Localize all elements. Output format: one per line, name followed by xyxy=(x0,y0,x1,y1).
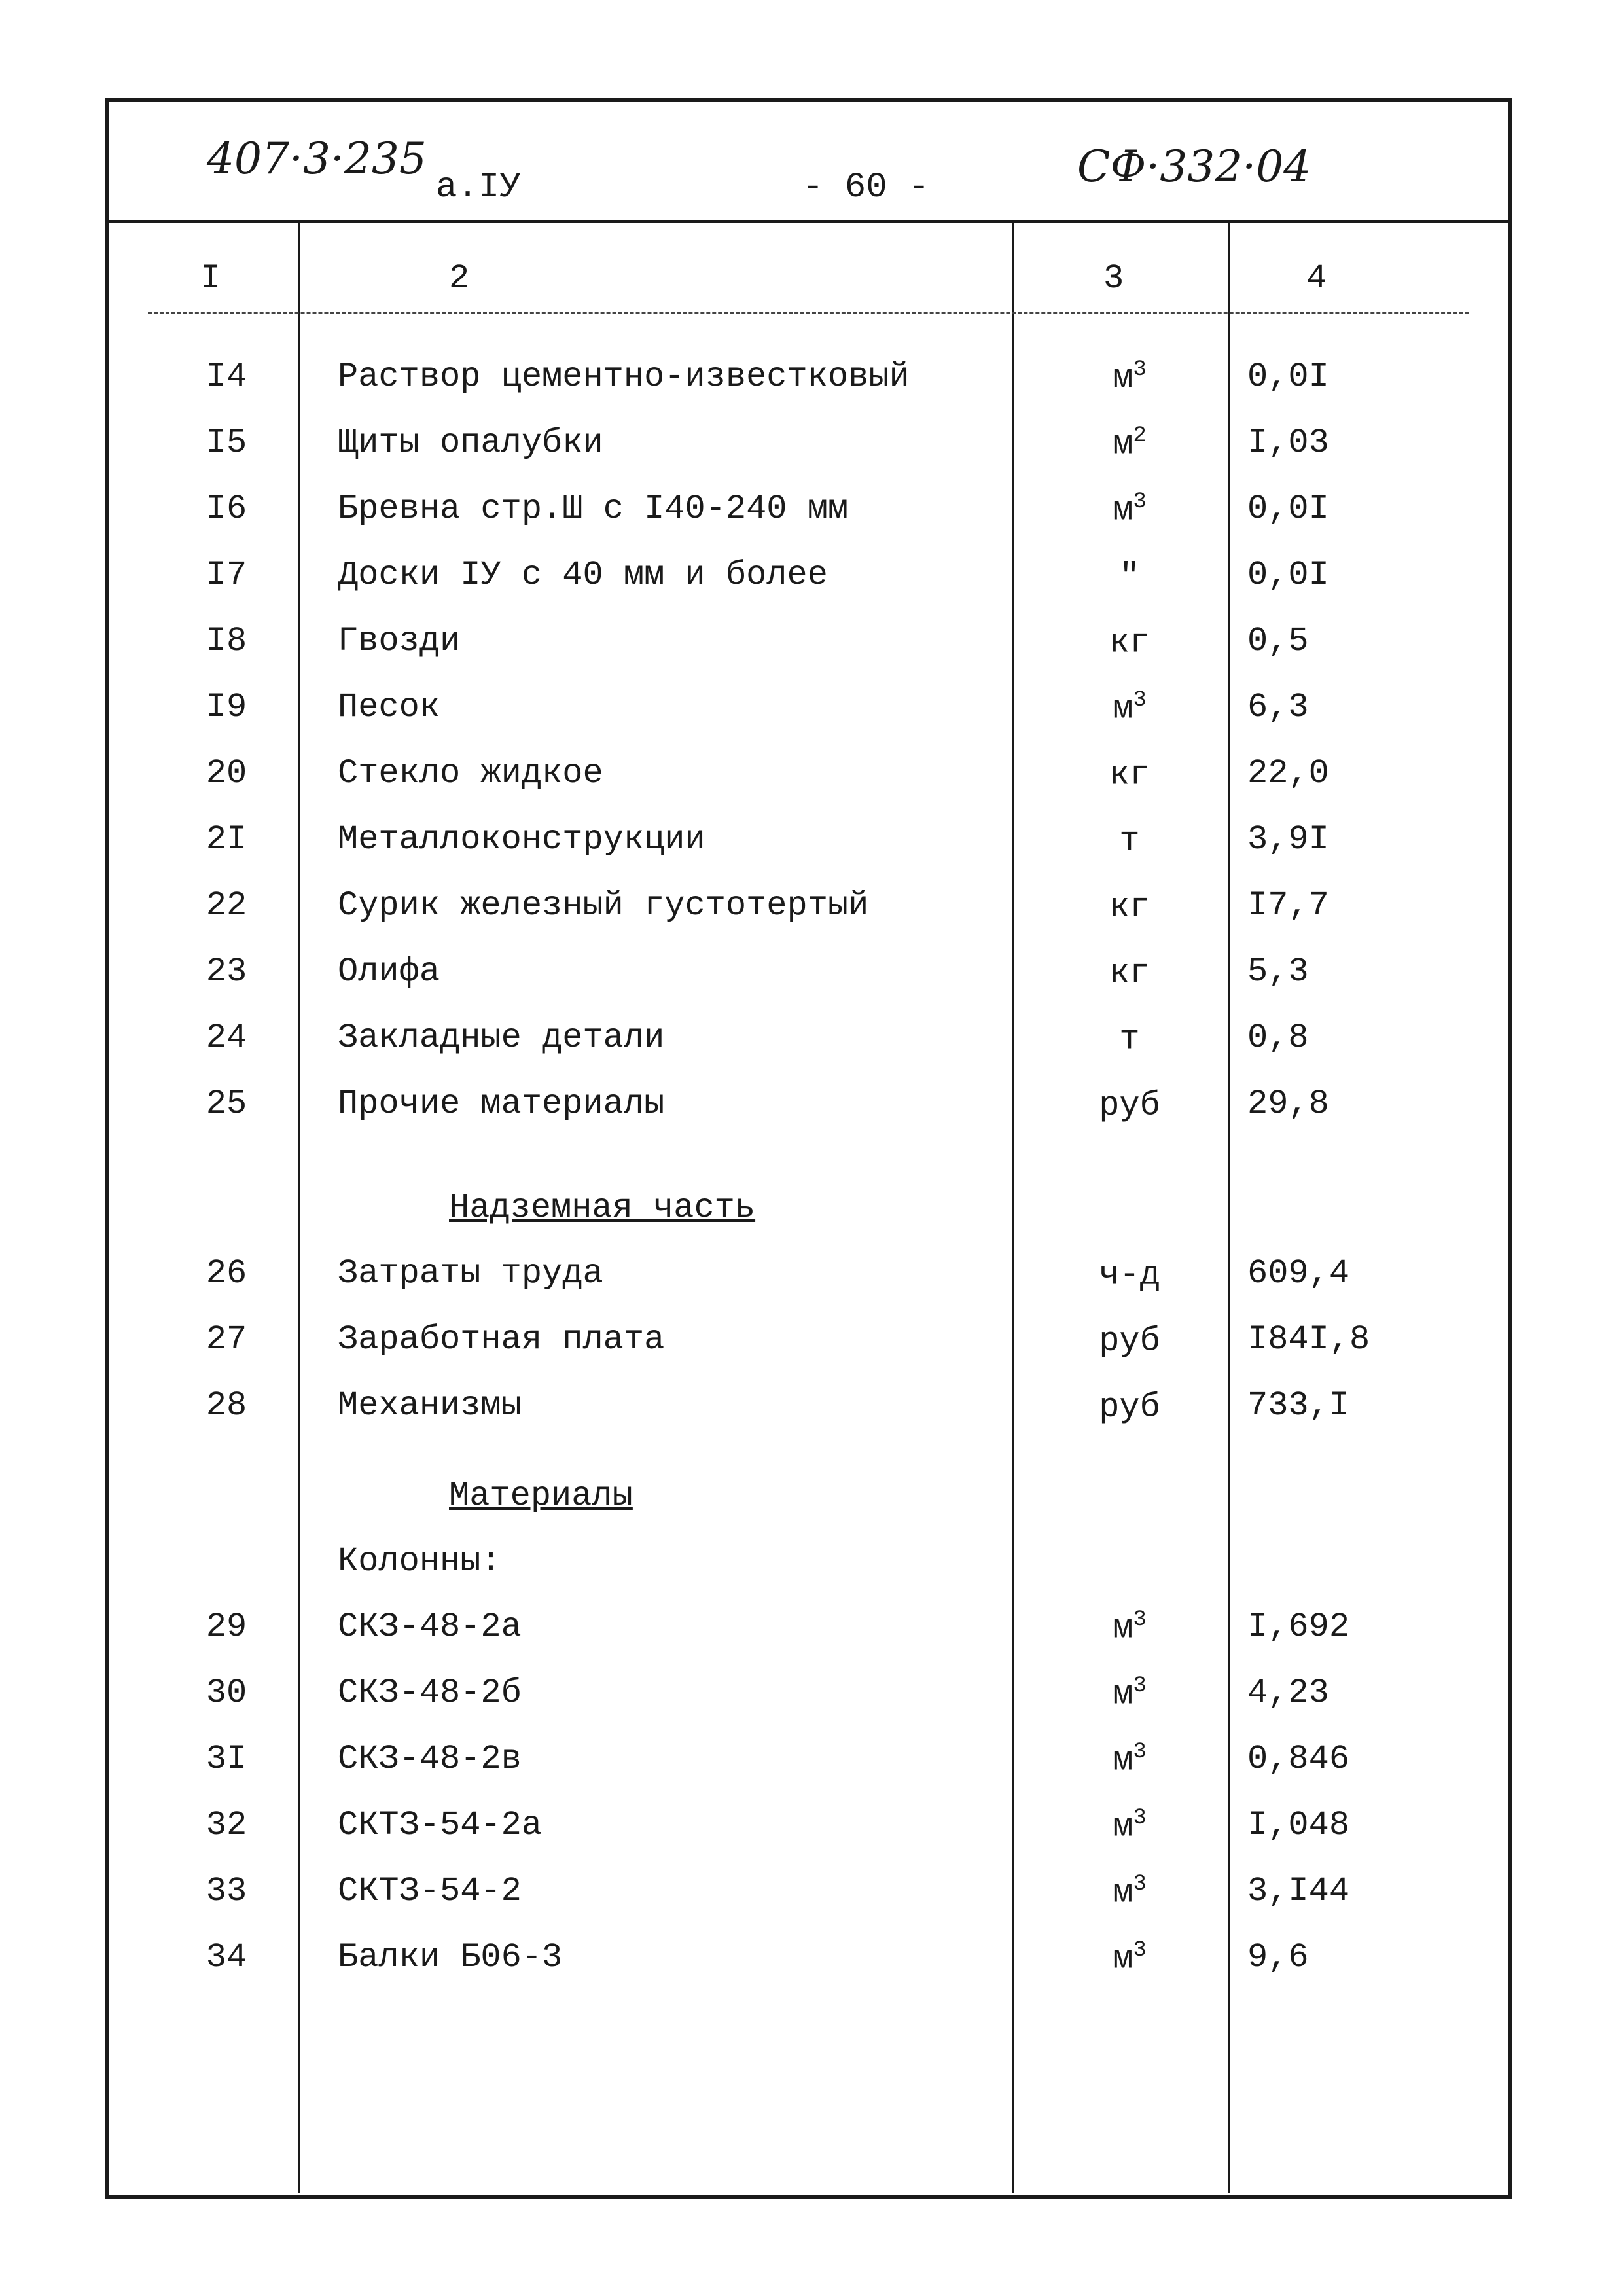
row-unit-text: ч-д xyxy=(1099,1255,1160,1295)
table-row xyxy=(109,1872,1508,1937)
row-name: Раствор цементно-известковый xyxy=(338,357,910,396)
row-name: СКЗ-48-2б xyxy=(338,1674,522,1712)
row-number: 24 xyxy=(205,1018,247,1057)
table-row xyxy=(109,1674,1508,1739)
column-header-3: 3 xyxy=(1103,259,1124,298)
row-unit xyxy=(1051,952,1208,992)
row-unit-text: т xyxy=(1119,821,1140,861)
row-name: Закладные детали xyxy=(338,1018,665,1057)
row-name: Заработная плата xyxy=(338,1320,665,1359)
row-value: 0,0I xyxy=(1247,357,1329,396)
table-row xyxy=(109,357,1508,423)
row-unit-text: м xyxy=(1113,359,1133,398)
row-value: 5,3 xyxy=(1247,952,1309,991)
row-number: I7 xyxy=(205,556,247,594)
row-unit xyxy=(1051,1674,1208,1713)
row-number: 2I xyxy=(205,820,247,859)
document-sheet xyxy=(105,98,1512,2199)
table-row xyxy=(109,886,1508,952)
row-value: 29,8 xyxy=(1247,1085,1329,1123)
section-title-materials: Материалы xyxy=(449,1477,633,1515)
row-number: 32 xyxy=(205,1806,247,1844)
row-value: 6,3 xyxy=(1247,688,1309,726)
row-name: Гвозди xyxy=(338,622,461,660)
row-name: Механизмы xyxy=(338,1386,522,1425)
table-row xyxy=(109,952,1508,1018)
table-row xyxy=(109,490,1508,555)
row-number: 25 xyxy=(205,1085,247,1123)
row-value: 609,4 xyxy=(1247,1254,1350,1293)
row-unit-text: м xyxy=(1113,1609,1133,1648)
table-row xyxy=(109,1085,1508,1150)
table-row xyxy=(109,1018,1508,1084)
row-unit-exponent: 2 xyxy=(1133,423,1147,448)
row-number: 28 xyxy=(205,1386,247,1425)
row-value: 4,23 xyxy=(1247,1674,1329,1712)
row-unit xyxy=(1051,1607,1208,1647)
row-value: I,03 xyxy=(1247,423,1329,462)
row-unit-text: м xyxy=(1113,689,1133,728)
column-header-2: 2 xyxy=(449,259,470,298)
sheet-header xyxy=(109,102,1508,220)
table-row xyxy=(109,688,1508,753)
row-number: 3I xyxy=(205,1740,247,1778)
column-header-rule xyxy=(148,312,1469,314)
row-name: Стекло жидкое xyxy=(338,754,603,793)
row-unit-exponent: 3 xyxy=(1133,688,1147,713)
row-unit xyxy=(1051,1018,1208,1058)
row-name: Бревна стр.Ш с I40-240 мм xyxy=(338,490,849,528)
row-name: СКЗ-48-2а xyxy=(338,1607,522,1646)
row-unit xyxy=(1051,1320,1208,1360)
row-unit xyxy=(1051,688,1208,728)
row-value: 9,6 xyxy=(1247,1938,1309,1977)
row-value: I7,7 xyxy=(1247,886,1329,925)
table-row xyxy=(109,1386,1508,1452)
album-label: а.IУ xyxy=(436,168,521,207)
row-value: 0,0I xyxy=(1247,490,1329,528)
table-row xyxy=(109,1938,1508,2003)
row-unit-text: м xyxy=(1113,491,1133,530)
row-value: 3,I44 xyxy=(1247,1872,1350,1910)
section-title-above-ground: Надземная часть xyxy=(449,1189,756,1227)
table-row xyxy=(109,1740,1508,1805)
row-value: I84I,8 xyxy=(1247,1320,1370,1359)
row-value: 3,9I xyxy=(1247,820,1329,859)
row-unit xyxy=(1051,357,1208,397)
row-value: 0,5 xyxy=(1247,622,1309,660)
column-header-1: I xyxy=(200,259,221,298)
row-unit-text: кг xyxy=(1109,954,1150,993)
row-number: I4 xyxy=(205,357,247,396)
row-name: Прочие материалы xyxy=(338,1085,665,1123)
row-unit-text: кг xyxy=(1109,755,1150,795)
row-unit-exponent: 3 xyxy=(1133,1674,1147,1698)
table-row xyxy=(109,1607,1508,1673)
row-unit-exponent: 3 xyxy=(1133,1740,1147,1765)
row-name: Доски IУ с 40 мм и более xyxy=(338,556,828,594)
row-unit-text: м xyxy=(1113,1741,1133,1780)
row-name: Сурик железный густотертый xyxy=(338,886,869,925)
row-unit xyxy=(1051,1938,1208,1978)
table-row xyxy=(109,820,1508,886)
subsection-columns: Колонны: xyxy=(338,1542,501,1581)
row-name: СКТЗ-54-2а xyxy=(338,1806,543,1844)
row-number: 34 xyxy=(205,1938,247,1977)
row-name: Балки Б06-3 xyxy=(338,1938,563,1977)
row-unit xyxy=(1051,1872,1208,1912)
table-row xyxy=(109,622,1508,687)
table-row xyxy=(109,1806,1508,1871)
row-number: 30 xyxy=(205,1674,247,1712)
row-unit xyxy=(1051,490,1208,529)
row-name: Металлоконструкции xyxy=(338,820,705,859)
row-name: Песок xyxy=(338,688,440,726)
row-unit-text: м xyxy=(1113,1675,1133,1714)
column-header-4: 4 xyxy=(1306,259,1327,298)
row-number: 26 xyxy=(205,1254,247,1293)
row-unit-exponent: 3 xyxy=(1133,357,1147,382)
row-number: I9 xyxy=(205,688,247,726)
row-name: Щиты опалубки xyxy=(338,423,603,462)
table-row xyxy=(109,1320,1508,1386)
row-name: Затраты труда xyxy=(338,1254,603,1293)
row-name: СКЗ-48-2в xyxy=(338,1740,522,1778)
row-unit-text: руб xyxy=(1099,1321,1160,1361)
row-unit-text: " xyxy=(1119,557,1140,596)
row-value: I,692 xyxy=(1247,1607,1350,1646)
row-number: I6 xyxy=(205,490,247,528)
row-value: 733,I xyxy=(1247,1386,1350,1425)
project-code: 407·3·235 xyxy=(207,134,427,184)
row-value: 22,0 xyxy=(1247,754,1329,793)
row-name: СКТЗ-54-2 xyxy=(338,1872,522,1910)
row-unit xyxy=(1051,754,1208,794)
row-unit xyxy=(1051,1085,1208,1124)
row-unit-exponent: 3 xyxy=(1133,1607,1147,1632)
row-unit xyxy=(1051,622,1208,662)
row-unit xyxy=(1051,556,1208,596)
row-value: 0,8 xyxy=(1247,1018,1309,1057)
row-value: 0,846 xyxy=(1247,1740,1350,1778)
row-unit-text: м xyxy=(1113,425,1133,464)
row-unit xyxy=(1051,1806,1208,1846)
row-unit-text: кг xyxy=(1109,623,1150,662)
row-unit xyxy=(1051,1386,1208,1426)
row-number: 23 xyxy=(205,952,247,991)
row-number: I8 xyxy=(205,622,247,660)
row-unit-text: руб xyxy=(1099,1388,1160,1427)
row-unit-text: т xyxy=(1119,1020,1140,1059)
sheet-code: СФ·332·04 xyxy=(1077,141,1311,192)
row-unit-exponent: 3 xyxy=(1133,490,1147,514)
row-unit xyxy=(1051,886,1208,926)
row-number: I5 xyxy=(205,423,247,462)
row-unit-exponent: 3 xyxy=(1133,1872,1147,1897)
row-unit xyxy=(1051,820,1208,860)
row-name: Олифа xyxy=(338,952,440,991)
row-unit-exponent: 3 xyxy=(1133,1806,1147,1831)
row-unit-text: м xyxy=(1113,1873,1133,1912)
row-unit-text: руб xyxy=(1099,1086,1160,1125)
header-divider xyxy=(109,220,1508,223)
row-unit xyxy=(1051,1254,1208,1294)
row-number: 20 xyxy=(205,754,247,793)
row-unit-text: м xyxy=(1113,1939,1133,1979)
table-row xyxy=(109,754,1508,819)
row-unit-text: м xyxy=(1113,1807,1133,1846)
row-value: I,048 xyxy=(1247,1806,1350,1844)
row-number: 22 xyxy=(205,886,247,925)
row-unit xyxy=(1051,423,1208,463)
table-row xyxy=(109,556,1508,621)
page-number: - 60 - xyxy=(802,168,930,207)
table-row xyxy=(109,1254,1508,1319)
row-number: 29 xyxy=(205,1607,247,1646)
row-unit-text: кг xyxy=(1109,888,1150,927)
row-number: 27 xyxy=(205,1320,247,1359)
row-unit xyxy=(1051,1740,1208,1780)
row-number: 33 xyxy=(205,1872,247,1910)
table-row xyxy=(109,423,1508,489)
row-unit-exponent: 3 xyxy=(1133,1938,1147,1963)
row-value: 0,0I xyxy=(1247,556,1329,594)
